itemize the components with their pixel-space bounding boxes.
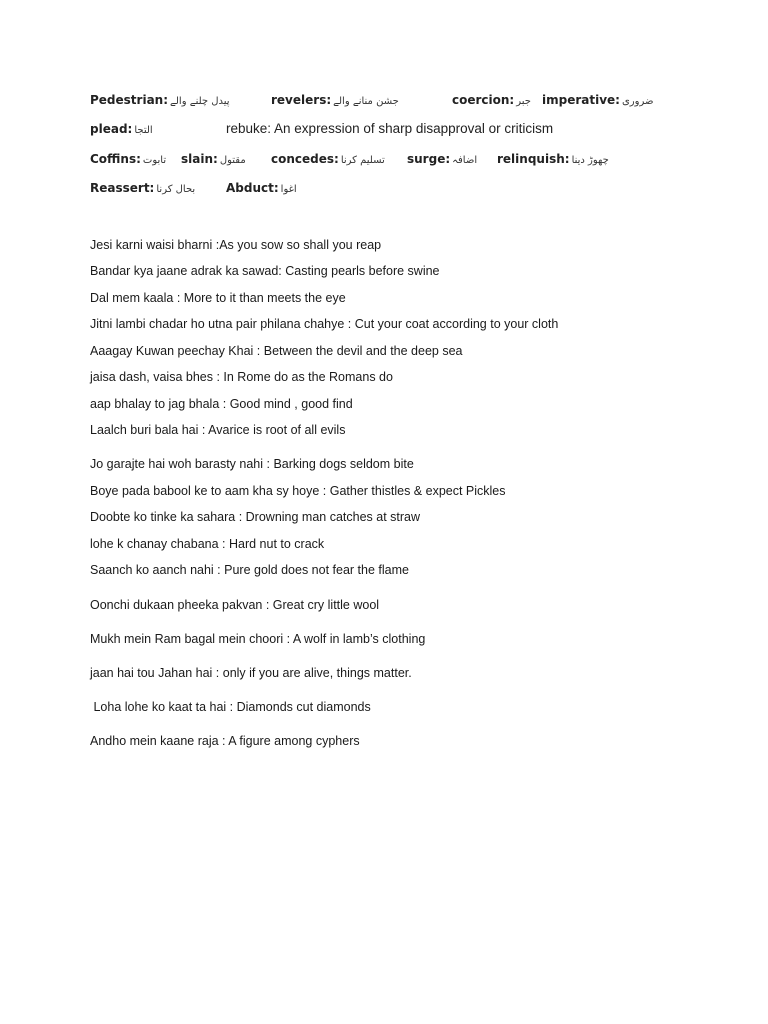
vocab-meaning: جشن منانے والے [333,96,399,107]
proverb-line: Aaagay Kuwan peechay Khai : Between the devil and the deep sea [90,344,463,358]
vocab-meaning: ضروری [621,96,654,107]
vocab-term: slain: [181,152,218,166]
vocab-entry-pedestrian [90,93,230,107]
vocab-meaning: مقتول [219,155,246,166]
proverb-line: Jo garajte hai woh barasty nahi : Barking dogs seldom bite [90,457,414,471]
proverb-line: lohe k chanay chabana : Hard nut to crack [90,537,325,551]
vocab-meaning: جبر [516,96,531,107]
vocab-entry-coercion [452,93,531,107]
vocab-term: plead: [90,122,133,136]
vocab-row-2 [90,122,690,142]
vocab-term: concedes: [271,152,339,166]
vocab-term: relinquish: [497,152,570,166]
rebuke-definition: rebuke: An expression of sharp disapproval or criticism [226,121,554,136]
vocab-term: Abduct: [226,181,279,195]
vocab-entry-coffins [90,152,166,166]
vocab-row-3 [90,152,690,172]
vocab-row-4 [90,181,690,201]
proverb-line: Saanch ko aanch nahi : Pure gold does not fear the flame [90,563,409,577]
proverb-line: Bandar kya jaane adrak ka sawad: Casting pearls before swine [90,264,440,278]
vocab-entry-concedes [271,152,385,166]
vocab-meaning: تابوت [142,155,167,166]
vocab-meaning: تسلیم کرنا [340,155,385,166]
vocab-row-1 [90,93,690,113]
vocab-term: coercion: [452,93,515,107]
vocab-entry-slain [181,152,246,166]
vocab-entry-abduct [226,181,297,195]
vocab-term: surge: [407,152,451,166]
vocab-meaning: التجا [134,125,153,136]
vocab-entry-imperative [542,93,653,107]
proverb-line: Mukh mein Ram bagal mein choori : A wolf in lamb’s clothing [90,632,426,646]
vocab-meaning: بحال کرنا [156,184,196,195]
proverb-line: Jesi karni waisi bharni :As you sow so shall you reap [90,238,382,252]
vocab-meaning: اغوا [280,184,297,195]
vocab-entry-relinquish [497,152,609,166]
vocab-meaning: اضافہ [452,155,478,166]
proverb-line: Oonchi dukaan pheeka pakvan : Great cry little wool [90,598,380,612]
proverb-line: Loha lohe ko kaat ta hai : Diamonds cut diamonds [90,700,371,714]
vocab-meaning: چھوڑ دینا [571,155,609,166]
vocab-entry-revelers [271,93,399,107]
proverb-line: Laalch buri bala hai : Avarice is root of all evils [90,423,346,437]
vocab-entry-reassert [90,181,195,195]
proverb-line: Andho mein kaane raja : A figure among cyphers [90,734,360,748]
proverb-line: aap bhalay to jag bhala : Good mind , good find [90,397,353,411]
proverb-line: jaan hai tou Jahan hai : only if you are alive, things matter. [90,666,412,680]
vocab-term: Coffins: [90,152,141,166]
vocab-entry-plead [90,122,153,136]
vocab-term: Reassert: [90,181,155,195]
proverb-line: Dal mem kaala : More to it than meets the eye [90,291,346,305]
proverb-line: Doobte ko tinke ka sahara : Drowning man catches at straw [90,510,421,524]
proverb-line: Boye pada babool ke to aam kha sy hoye : Gather thistles & expect Pickles [90,484,506,498]
vocab-term: Pedestrian: [90,93,169,107]
proverb-line: Jitni lambi chadar ho utna pair philana chahye : Cut your coat according to your cloth [90,317,559,331]
proverb-line: jaisa dash, vaisa bhes : In Rome do as the Romans do [90,370,393,384]
vocab-term: imperative: [542,93,620,107]
vocab-term: revelers: [271,93,332,107]
vocab-meaning: پیدل چلنے والے [170,96,230,107]
vocab-entry-surge [407,152,477,166]
